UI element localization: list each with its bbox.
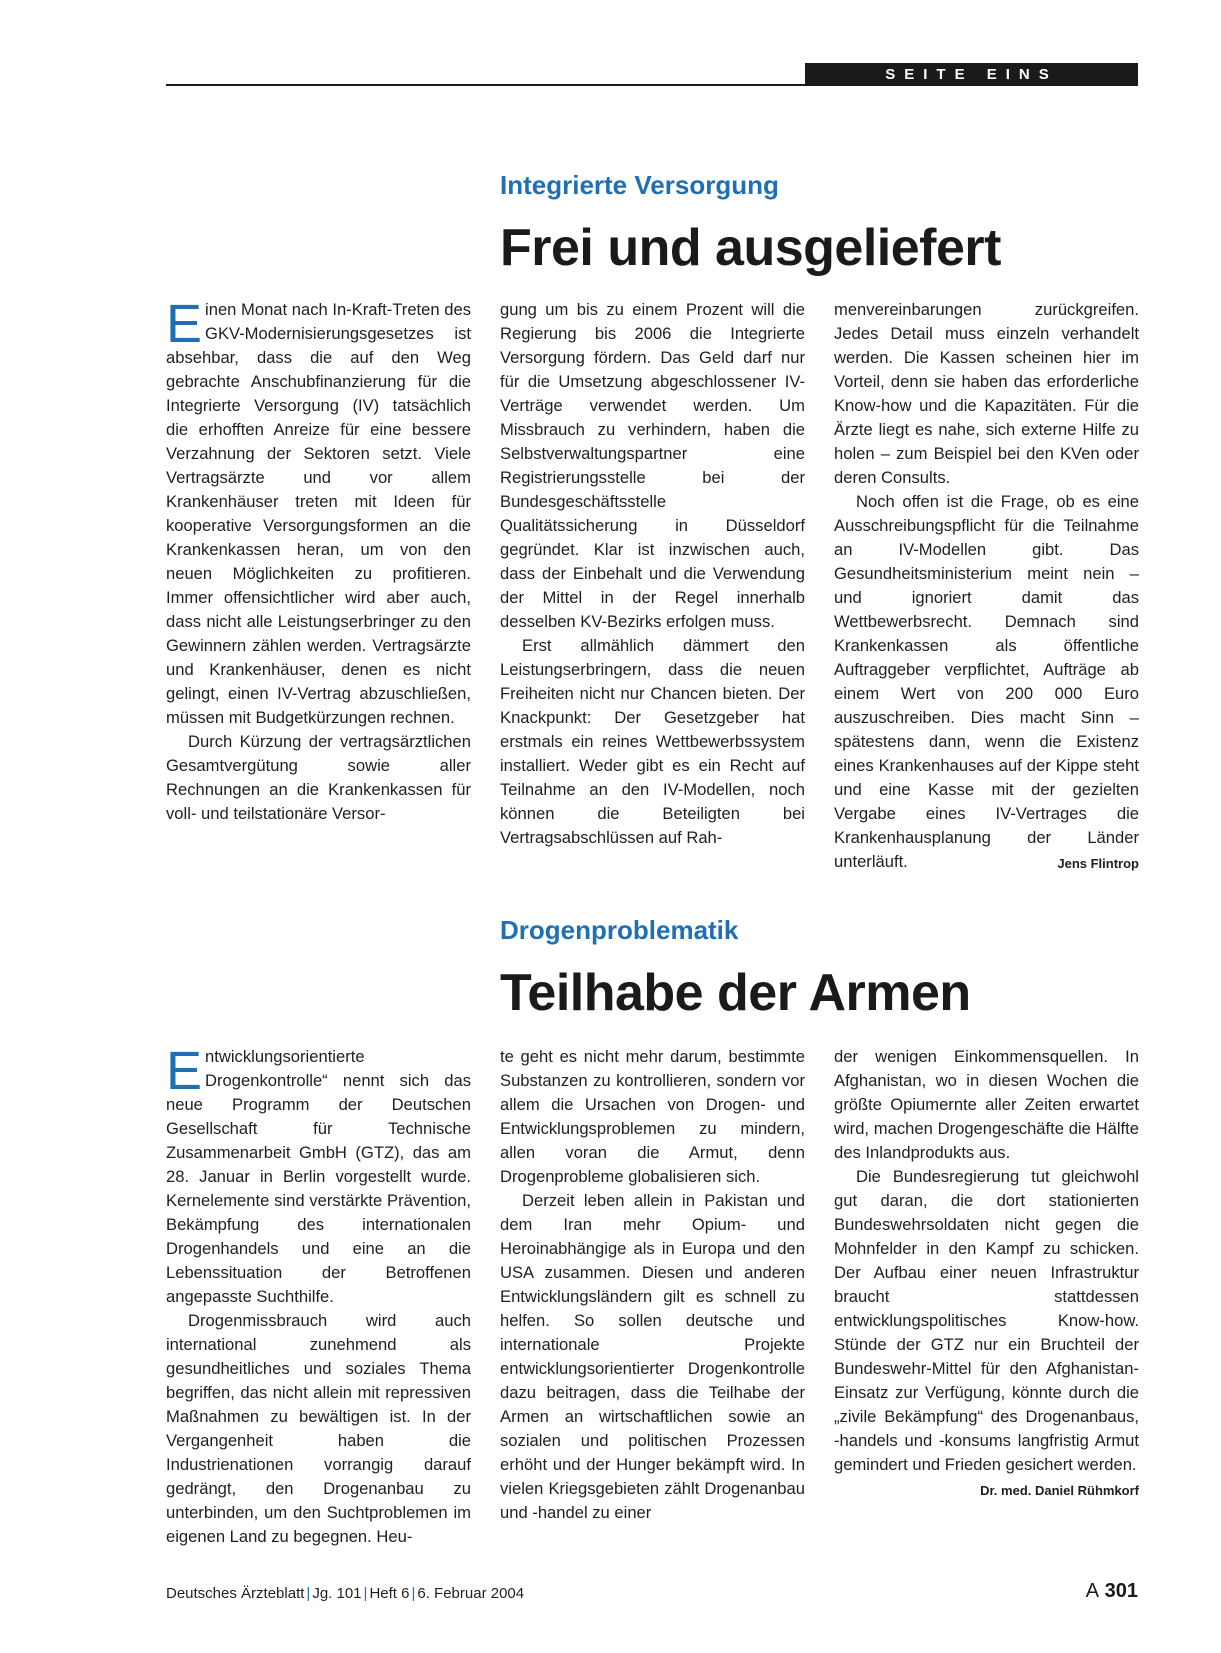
article2-col2-p1: te geht es nicht mehr darum, bestimmte Substanzen zu kontrollieren, sondern vor allem die Ursachen von Drogen- und Entwicklungsproblemen zu mindern, allen voran die Armut, denn Drogenprobleme globalisieren sich. — [500, 1047, 805, 1186]
article2-col1-p2: Drogenmissbrauch wird auch international zunehmend als gesundheitliches und soziales Thema begriffen, das nicht allein mit repressiven Maßnahmen zu bewältigen ist. In der Vergangenheit haben die Industrienationen vorrangig darauf gedrängt, den Drogenanbau zu unterbinden, um den Suchtproblemen im eigenen Land zu begegnen. Heu- — [166, 1311, 471, 1546]
article2-column-3 — [834, 1045, 1139, 1503]
footer-journal: Deutsches Ärzteblatt — [166, 1585, 305, 1602]
article2-col3-p1: der wenigen Einkommensquellen. In Afghanistan, wo in diesen Wochen die größte Opiumernte aller Zeiten erwartet wird, machen Drogengeschäfte die Hälfte des Inlandprodukts aus. — [834, 1047, 1139, 1162]
article1-dropcap: E — [166, 294, 203, 354]
page-number-value: 301 — [1104, 1580, 1138, 1602]
footer-volume: Jg. 101 — [312, 1585, 362, 1602]
article2-column-1 — [166, 1041, 471, 1549]
article1-col1-p1: inen Monat nach In-Kraft-Treten des GKV-Modernisierungsgesetzes ist absehbar, dass die auf den Weg gebrachte Anschubfinanzierung für die Integrierte Versorgung (IV) tatsächlich die erhofften Anreize für eine bessere Verzahnung der Sektoren setzt. Viele Vertragsärzte und vor allem Krankenhäuser treten mit Ideen für kooperative Versorgungsformen an die Krankenkassen heran, um von den neuen Möglichkeiten zu profitieren. Immer offensichtlicher wird aber auch, dass nicht alle Leistungserbringer zu den Gewinnern zählen werden. Vertragsärzte und Krankenhäuser, denen es nicht gelingt, einen IV-Vertrag abzuschließen, müssen mit Budgetkürzungen rechnen. — [166, 300, 471, 727]
article1-kicker: Integrierte Versorgung — [500, 170, 779, 200]
page-number — [1086, 1580, 1138, 1603]
article1-col3-p2: Noch offen ist die Frage, ob es eine Ausschreibungspflicht für die Teilnahme an IV-Modellen gibt. Das Gesundheitsministerium meint nein – und ignoriert damit das Wettbewerbsrecht. Demnach sind Krankenkassen als öffentliche Auftraggeber verpflichtet, Aufträge ab einem Wert von 200 000 Euro auszuschreiben. Dies macht Sinn – spätestens dann, wenn die Existenz eines Krankenhauses auf der Kippe steht und eine Kasse mit der gezielten Vergabe eines IV-Vertrages die Krankenhausplanung der Länder unterläuft. — [834, 492, 1139, 871]
article2-col2-p2: Derzeit leben allein in Pakistan und dem Iran mehr Opium- und Heroinabhängige als in Europa und den USA zusammen. Diesen und anderen Entwicklungsländern gilt es schnell zu helfen. So sollen deutsche und internationale Projekte entwicklungsorientierter Drogenkontrolle dazu beitragen, dass die Teilhabe der Armen an wirtschaftlichen sowie an sozialen und politischen Prozessen erhöht und der Hunger bekämpft wird. In vielen Kriegsgebieten zählt Drogenanbau und -handel zu einer — [500, 1191, 805, 1522]
article1-headline: Frei und ausgeliefert — [500, 219, 1001, 277]
footer-issue: Heft 6 — [369, 1585, 410, 1602]
article2-author: Dr. med. Daniel Rühmkorf — [980, 1483, 1139, 1498]
footer-separator: | — [306, 1585, 311, 1602]
article1-column-2 — [500, 298, 805, 850]
article2-col3-p2: Die Bundesregierung tut gleichwohl gut daran, die dort stationierten Bundeswehrsoldaten nicht gegen die Mohnfelder in den Kampf zu schicken. Der Aufbau einer neuen Infrastruktur braucht stattdessen entwicklungspolitisches Know-how. Stünde der GTZ nur ein Bruchteil der Bundeswehr-Mittel für den Afghanistan-Einsatz zur Verfügung, könnte durch die „zivile Bekämpfung“ des Drogenanbaus, -handels und -konsums langfristig Armut gemindert und Frieden gesichert werden. — [834, 1167, 1139, 1474]
article1-col1-p2: Durch Kürzung der vertragsärztlichen Gesamtvergütung sowie aller Rechnungen an die Krankenkassen für voll- und teilstationäre Versor- — [166, 732, 471, 823]
article1-col2-p1: gung um bis zu einem Prozent will die Regierung bis 2006 die Integrierte Versorgung fördern. Das Geld darf nur für die Umsetzung abgeschlossener IV-Verträge verwendet werden. Um Missbrauch zu verhindern, haben die Selbstverwaltungspartner eine Registrierungsstelle bei der Bundesgeschäftsstelle Qualitätssicherung in Düsseldorf gegründet. Klar ist inzwischen auch, dass der Einbehalt und die Verwendung der Mittel in der Regel innerhalb desselben KV-Bezirks erfolgen muss. — [500, 300, 805, 631]
article1-column-3 — [834, 298, 1139, 876]
footer-separator: | — [411, 1585, 416, 1602]
article1-col2-p2: Erst allmählich dämmert den Leistungserbringern, dass die neuen Freiheiten nicht nur Chancen bieten. Der Knackpunkt: Der Gesetzgeber hat erstmals ein reines Wettbewerbssystem installiert. Weder gibt es ein Recht auf Teilnahme an den IV-Modellen, noch können die Beteiligten bei Vertragsabschlüssen auf Rah- — [500, 636, 805, 847]
article2-dropcap: E — [166, 1041, 203, 1101]
article1-col3-p1: menvereinbarungen zurückgreifen. Jedes Detail muss einzeln verhandelt werden. Die Kassen scheinen hier im Vorteil, denn sie haben das erforderliche Know-how und die Kapazitäten. Für die Ärzte liegt es nahe, sich externe Hilfe zu holen – zum Beispiel bei den KVen oder deren Consults. — [834, 300, 1139, 487]
article2-col1-p1: ntwicklungsorientierte Drogenkontrolle“ nennt sich das neue Programm der Deutschen Gesellschaft für Technische Zusammenarbeit GmbH (GTZ), das am 28. Januar in Berlin vorgestellt wurde. Kernelemente sind verstärkte Prävention, Bekämpfung des internationalen Drogenhandels und eine an die Lebenssituation der Betroffenen angepasste Suchthilfe. — [166, 1047, 471, 1306]
article2-headline: Teilhabe der Armen — [500, 964, 971, 1022]
footer-separator: | — [363, 1585, 368, 1602]
page-footer — [166, 1585, 524, 1602]
article1-column-1 — [166, 294, 471, 826]
section-label: SEITE EINS — [805, 63, 1138, 86]
footer-date: 6. Februar 2004 — [417, 1585, 525, 1602]
page-prefix: A — [1085, 1580, 1100, 1602]
article1-author: Jens Flintrop — [1057, 856, 1139, 871]
article2-kicker: Drogenproblematik — [500, 915, 739, 945]
article2-column-2 — [500, 1045, 805, 1525]
